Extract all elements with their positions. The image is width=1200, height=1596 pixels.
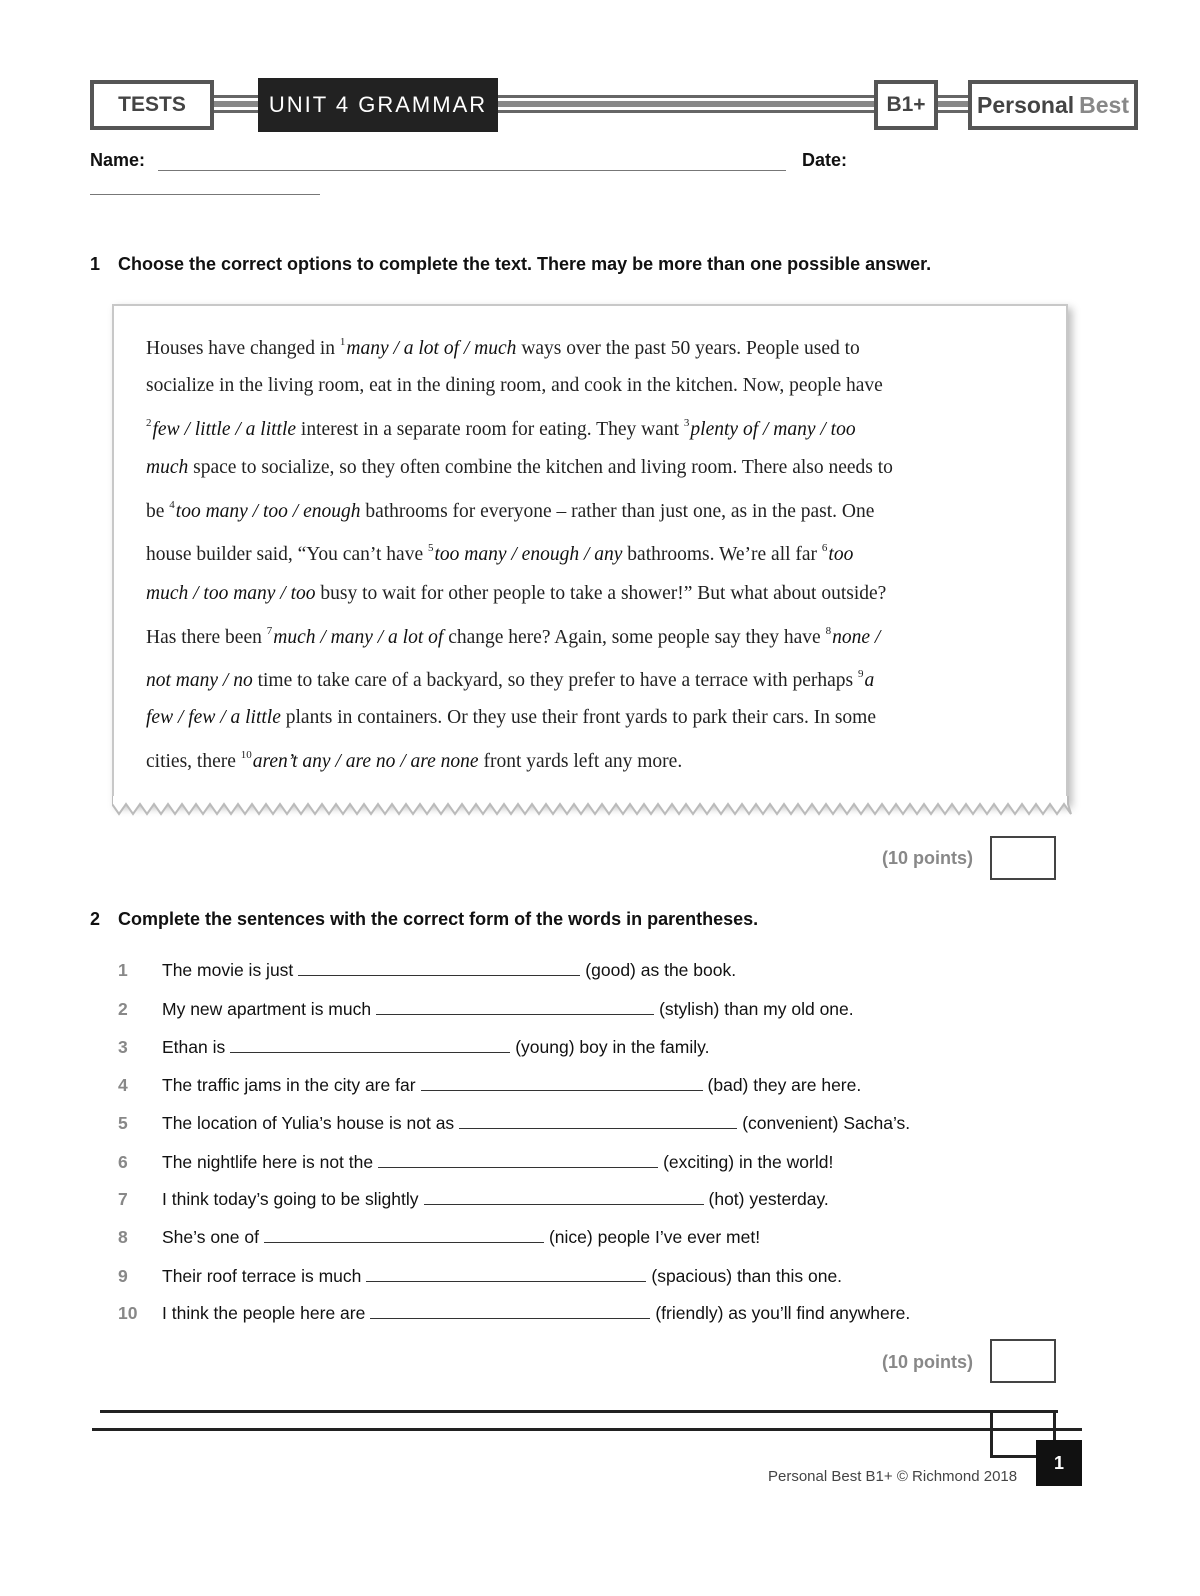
sentence-end: (young) boy in the family. xyxy=(515,1037,710,1057)
item-number: 2 xyxy=(118,999,128,1019)
exercise2-item xyxy=(118,1189,829,1210)
gap-number: 4 xyxy=(169,499,175,511)
answer-options[interactable]: plenty of / many / too xyxy=(690,419,856,440)
exercise2-item xyxy=(118,1227,760,1248)
text-line xyxy=(146,625,880,649)
answer-options[interactable]: much xyxy=(146,457,189,478)
answer-options[interactable]: none / xyxy=(832,627,881,648)
text-line xyxy=(146,375,883,397)
text-line xyxy=(146,542,853,566)
item-number: 3 xyxy=(118,1037,128,1057)
sentence-start: Their roof terrace is much xyxy=(162,1266,362,1286)
gap-number: 6 xyxy=(821,542,828,554)
sentence-start: The movie is just xyxy=(162,960,294,980)
text-segment: ways over the past 50 years. People used to xyxy=(516,338,860,359)
sentence-end: (spacious) than this one. xyxy=(651,1266,843,1286)
level-badge: B1+ xyxy=(874,80,938,130)
exercise2-item xyxy=(118,1075,861,1096)
sentence-start: The nightlife here is not the xyxy=(162,1152,374,1172)
copyright-text: Personal Best B1+ © Richmond 2018 xyxy=(768,1468,1018,1485)
tests-label: TESTS xyxy=(90,80,214,130)
answer-options[interactable]: too xyxy=(828,544,854,565)
text-segment: time to take care of a backyard, so they prefer to have a terrace with perhaps xyxy=(252,670,858,691)
text-segment: plants in containers. Or they use their front yards to park their cars. In some xyxy=(280,707,876,728)
gap-number: 2 xyxy=(146,417,152,429)
exercise2-item xyxy=(118,1113,910,1134)
exercise2-heading xyxy=(90,909,758,930)
exercise2-points: (10 points) xyxy=(882,1352,974,1372)
text-segment: house builder said, “You can’t have xyxy=(146,544,428,565)
gap-number: 9 xyxy=(858,668,864,680)
sentence-end: (convenient) Sacha’s. xyxy=(742,1113,911,1133)
gap-number: 7 xyxy=(266,625,273,637)
item-number: 8 xyxy=(118,1227,128,1247)
answer-blank[interactable] xyxy=(376,1000,654,1015)
answer-options[interactable]: too many / enough / any xyxy=(434,544,623,565)
answer-options[interactable]: too many / too / enough xyxy=(175,501,361,522)
answer-options[interactable]: aren’t any / are no / are none xyxy=(252,751,479,772)
text-segment: bathrooms. We’re all far xyxy=(622,544,822,565)
sentence-start: The location of Yulia’s house is not as xyxy=(162,1113,455,1133)
answer-blank[interactable] xyxy=(421,1076,703,1091)
gap-number: 8 xyxy=(825,625,832,637)
sentence-start: My new apartment is much xyxy=(162,999,372,1019)
sentence-start: Ethan is xyxy=(162,1037,226,1057)
exercise2-item xyxy=(118,1152,833,1173)
text-segment: front yards left any more. xyxy=(478,751,683,772)
item-number: 4 xyxy=(118,1075,128,1095)
brand-part1: Personal xyxy=(976,91,1075,118)
text-segment: Has there been xyxy=(146,627,267,648)
brand-part2: Best xyxy=(1079,91,1129,118)
name-label: Name: xyxy=(90,150,146,170)
exercise2-number: 2 xyxy=(90,909,101,929)
answer-options[interactable]: much / too many / too xyxy=(146,583,316,604)
gap-number: 3 xyxy=(683,417,690,429)
text-line xyxy=(146,583,886,605)
sentence-end: (friendly) as you’ll find anywhere. xyxy=(655,1303,911,1323)
answer-options[interactable]: few / few / a little xyxy=(146,707,281,728)
answer-options[interactable]: many / a lot of / much xyxy=(346,338,517,359)
answer-blank[interactable] xyxy=(366,1267,646,1282)
sentence-end: (hot) yesterday. xyxy=(708,1189,829,1209)
text-segment: interest in a separate room for eating. They want xyxy=(296,419,684,440)
text-segment: Houses have changed in xyxy=(146,338,340,359)
sentence-start: The traffic jams in the city are far xyxy=(162,1075,416,1095)
date-label: Date: xyxy=(802,150,848,170)
torn-edge xyxy=(112,796,1072,820)
exercise2-score-box[interactable] xyxy=(990,1339,1056,1383)
exercise1-heading xyxy=(90,254,931,275)
exercise1-instruction: Choose the correct options to complete the text. There may be more than one possible answer. xyxy=(118,254,932,274)
text-line xyxy=(146,499,874,523)
answer-options[interactable]: a xyxy=(864,670,875,691)
gap-number: 10 xyxy=(240,749,252,761)
brand-logo xyxy=(968,80,1138,130)
item-number: 10 xyxy=(118,1303,138,1323)
gap-number: 1 xyxy=(339,336,346,348)
text-segment: space to socialize, so they often combine the kitchen and living room. There also needs to xyxy=(188,457,893,478)
exercise1-points: (10 points) xyxy=(882,848,974,868)
answer-options[interactable]: few / little / a little xyxy=(152,419,297,440)
date-field[interactable] xyxy=(90,194,320,195)
answer-blank[interactable] xyxy=(424,1190,704,1205)
unit-title: UNIT 4 GRAMMAR xyxy=(258,78,498,132)
sentence-end: (nice) people I’ve ever met! xyxy=(548,1227,761,1247)
exercise2-item xyxy=(118,1303,910,1324)
gap-number: 5 xyxy=(427,542,434,554)
exercise2-item xyxy=(118,960,736,981)
answer-blank[interactable] xyxy=(230,1038,510,1053)
exercise2-item xyxy=(118,1037,709,1058)
answer-blank[interactable] xyxy=(264,1228,544,1243)
answer-options[interactable]: much / many / a lot of xyxy=(273,627,444,648)
sentence-end: (bad) they are here. xyxy=(707,1075,862,1095)
sentence-end: (stylish) than my old one. xyxy=(659,999,854,1019)
answer-options[interactable]: not many / no xyxy=(146,670,253,691)
text-line xyxy=(146,417,856,441)
sentence-start: I think the people here are xyxy=(162,1303,366,1323)
exercise2-instruction: Complete the sentences with the correct form of the words in parentheses. xyxy=(118,909,759,929)
text-segment: change here? Again, some people say they have xyxy=(443,627,826,648)
answer-blank[interactable] xyxy=(370,1304,650,1319)
item-number: 5 xyxy=(118,1113,128,1133)
footer-rule-bottom xyxy=(92,1428,1082,1431)
item-number: 6 xyxy=(118,1152,128,1172)
text-segment: be xyxy=(146,501,170,522)
text-line xyxy=(146,336,860,360)
sentence-end: (exciting) in the world! xyxy=(663,1152,834,1172)
answer-blank[interactable] xyxy=(298,961,580,976)
text-segment: busy to wait for other people to take a shower!” But what about outside? xyxy=(315,583,887,604)
item-number: 7 xyxy=(118,1189,128,1209)
text-line xyxy=(146,457,893,479)
sentence-start: I think today’s going to be slightly xyxy=(162,1189,419,1209)
exercise1-score-box[interactable] xyxy=(990,836,1056,880)
sentence-end: (good) as the book. xyxy=(585,960,737,980)
text-line xyxy=(146,749,682,773)
sentence-start: She’s one of xyxy=(162,1227,259,1247)
answer-blank[interactable] xyxy=(378,1153,658,1168)
text-line xyxy=(146,668,874,692)
exercise2-item xyxy=(118,1266,842,1287)
text-segment: socialize in the living room, eat in the dining room, and cook in the kitchen. Now, people have xyxy=(146,375,883,396)
text-line xyxy=(146,707,876,729)
page-number: 1 xyxy=(1036,1440,1082,1486)
answer-blank[interactable] xyxy=(459,1114,737,1129)
exercise2-item xyxy=(118,999,854,1020)
item-number: 1 xyxy=(118,960,128,980)
footer-rule-top xyxy=(100,1410,1058,1413)
exercise1-number: 1 xyxy=(90,254,101,274)
text-segment: cities, there xyxy=(146,751,241,772)
text-segment: bathrooms for everyone – rather than just one, as in the past. One xyxy=(360,501,875,522)
item-number: 9 xyxy=(118,1266,128,1286)
name-field[interactable] xyxy=(158,170,786,171)
